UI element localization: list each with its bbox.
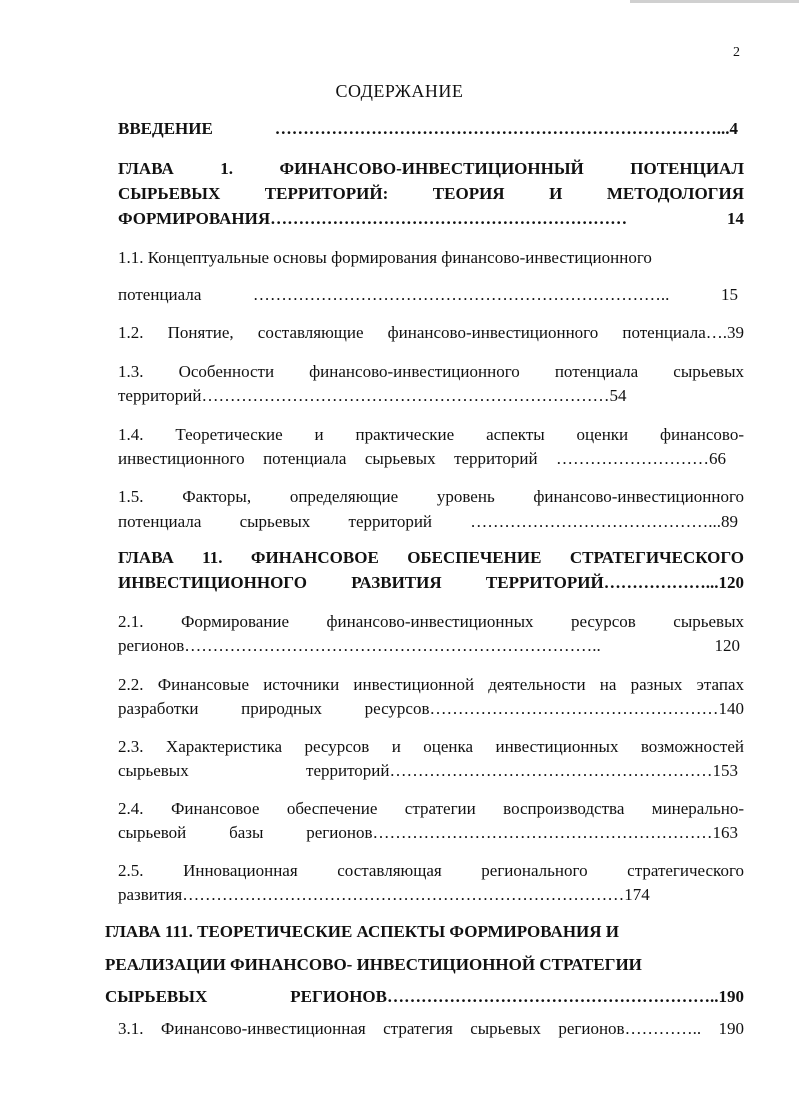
toc-section-1-4-line-2: инвестиционного потенциала сырьевых территорий ………………………66 [118, 449, 726, 468]
toc-chapter-1-line-1: ГЛАВА 1. ФИНАНСОВО-ИНВЕСТИЦИОННЫЙ ПОТЕНЦИАЛ [118, 159, 744, 178]
toc-section-2-3-line-1: 2.3. Характеристика ресурсов и оценка инвестиционных возможностей [118, 737, 744, 756]
toc-section-3-1: 3.1. Финансово-инвестиционная стратегия сырьевых регионов………….. 190 [118, 1019, 744, 1038]
toc-section-1-5-line-2: потенциала сырьевых территорий ……………………………………...89 [118, 512, 738, 531]
toc-section-1-1-line-1: 1.1. Концептуальные основы формирования финансово-инвестиционного [118, 248, 652, 267]
toc-chapter-3-line-1: ГЛАВА 111. ТЕОРЕТИЧЕСКИЕ АСПЕКТЫ ФОРМИРОВАНИЯ И [105, 922, 620, 941]
toc-chapter-1-line-3: ФОРМИРОВАНИЯ……………………………………………………… 14 [118, 209, 744, 228]
toc-section-1-1-line-2: потенциала ……………………………………………………………….. 15 [118, 285, 738, 304]
toc-chapter-3-line-2: РЕАЛИЗАЦИИ ФИНАНСОВО- ИНВЕСТИЦИОННОЙ СТРАТЕГИИ [105, 955, 642, 974]
toc-chapter-2-line-2: ИНВЕСТИЦИОННОГО РАЗВИТИЯ ТЕРРИТОРИЙ………………...120 [118, 573, 744, 592]
toc-chapter-1-line-2: СЫРЬЕВЫХ ТЕРРИТОРИЙ: ТЕОРИЯ И МЕТОДОЛОГИЯ [118, 184, 744, 203]
toc-entry-intro: ВВЕДЕНИЕ ……………………………………………………………………...4 [118, 119, 738, 138]
toc-section-1-5-line-1: 1.5. Факторы, определяющие уровень финансово-инвестиционного [118, 487, 744, 506]
toc-section-2-4-line-1: 2.4. Финансовое обеспечение стратегии воспроизводства минерально- [118, 799, 744, 818]
scan-edge-line [630, 0, 799, 3]
toc-section-1-3-line-1: 1.3. Особенности финансово-инвестиционного потенциала сырьевых [118, 362, 744, 381]
toc-section-1-4-line-1: 1.4. Теоретические и практические аспекты оценки финансово- [118, 425, 744, 444]
toc-section-1-2: 1.2. Понятие, составляющие финансово-инвестиционного потенциала….39 [118, 323, 744, 342]
toc-section-2-5-line-2: развития……………………………………………………………………174 [118, 885, 650, 904]
toc-section-2-1-line-2: регионов……………………………………………………………….. 120 [118, 636, 740, 655]
page-title: СОДЕРЖАНИЕ [335, 81, 464, 101]
toc-section-1-3-line-2: территорий………………………………………………………………54 [118, 386, 627, 405]
toc-section-2-5-line-1: 2.5. Инновационная составляющая регионального стратегического [118, 861, 744, 880]
toc-section-2-1-line-1: 2.1. Формирование финансово-инвестиционных ресурсов сырьевых [118, 612, 744, 631]
toc-section-2-3-line-2: сырьевых территорий…………………………………………………153 [118, 761, 738, 780]
page-number: 2 [733, 45, 740, 60]
toc-chapter-2-line-1: ГЛАВА 11. ФИНАНСОВОЕ ОБЕСПЕЧЕНИЕ СТРАТЕГИЧЕСКОГО [118, 548, 744, 567]
toc-section-2-2-line-1: 2.2. Финансовые источники инвестиционной деятельности на разных этапах [118, 675, 744, 694]
toc-section-2-4-line-2: сырьевой базы регионов……………………………………………………163 [118, 823, 738, 842]
toc-chapter-3-line-3: СЫРЬЕВЫХ РЕГИОНОВ…………………………………………………..190 [105, 987, 744, 1006]
toc-section-2-2-line-2: разработки природных ресурсов……………………………………………140 [118, 699, 744, 718]
